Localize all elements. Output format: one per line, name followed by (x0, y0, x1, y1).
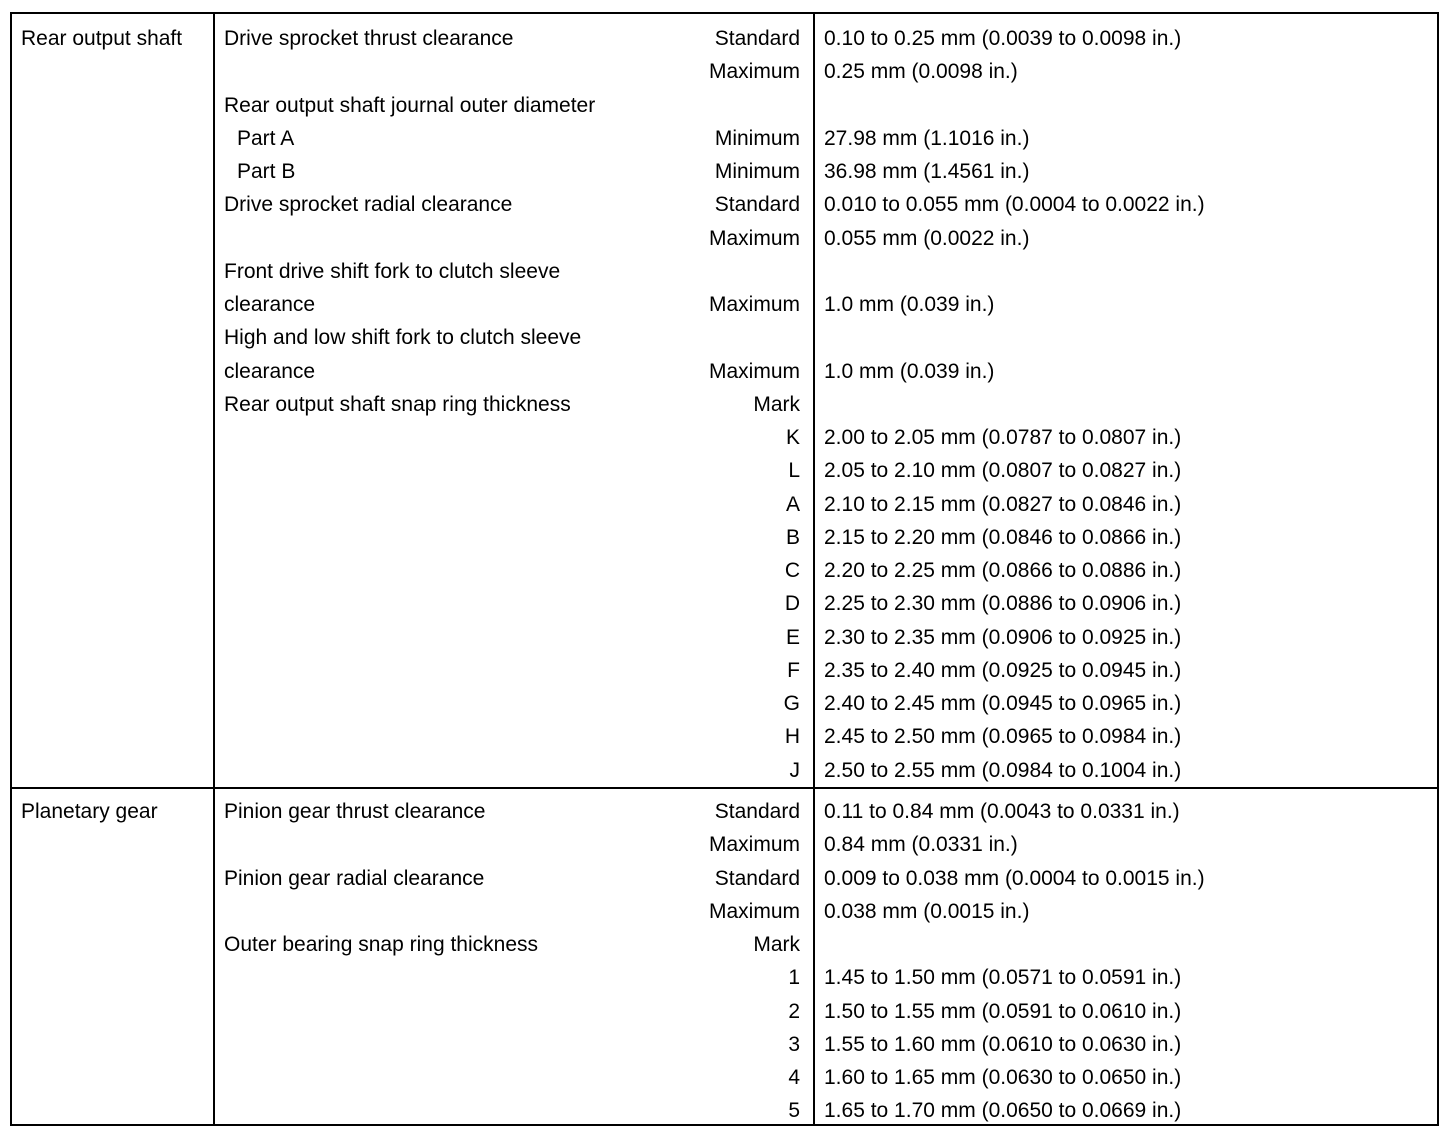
spec-row (12, 591, 1437, 624)
spec-value: 2.35 to 2.40 mm (0.0925 to 0.0945 in.) (824, 658, 1182, 682)
spec-row (12, 59, 1437, 92)
spec-value: 1.45 to 1.50 mm (0.0571 to 0.0591 in.) (824, 966, 1182, 990)
spec-item: Pinion gear thrust clearance (224, 800, 486, 823)
spec-item: Rear output shaft snap ring thickness (224, 392, 571, 416)
spec-qualifier: Standard (714, 866, 800, 890)
spec-row (12, 26, 1437, 59)
spec-row (12, 226, 1437, 259)
component-label: Planetary gear (21, 800, 158, 823)
spec-item: clearance (224, 293, 316, 316)
spec-row (12, 866, 1437, 899)
spec-qualifier: 1 (788, 966, 800, 990)
spec-row (12, 359, 1437, 392)
spec-qualifier: B (785, 525, 800, 549)
spec-item: Drive sprocket radial clearance (224, 193, 513, 217)
spec-qualifier: Minimum (714, 126, 800, 150)
spec-row (12, 658, 1437, 691)
spec-value: 1.0 mm (0.039 in.) (824, 293, 995, 316)
spec-row (12, 1065, 1437, 1098)
section-planetary-gear (12, 789, 1437, 1124)
spec-qualifier: Maximum (708, 226, 800, 250)
spec-qualifier: D (784, 592, 800, 616)
spec-value: 0.84 mm (0.0331 in.) (824, 833, 1018, 857)
spec-row (12, 292, 1437, 325)
spec-row (12, 932, 1437, 965)
spec-value: 1.0 mm (0.039 in.) (824, 359, 995, 383)
spec-qualifier: K (785, 426, 800, 449)
spec-row (12, 799, 1437, 832)
spec-qualifier: Mark (753, 392, 800, 416)
spec-value: 2.40 to 2.45 mm (0.0945 to 0.0965 in.) (824, 692, 1182, 715)
spec-qualifier: Standard (714, 27, 800, 50)
spec-qualifier: E (785, 625, 800, 649)
spec-value: 2.15 to 2.20 mm (0.0846 to 0.0866 in.) (824, 525, 1182, 549)
spec-qualifier: H (784, 725, 800, 749)
spec-value: 2.25 to 2.30 mm (0.0886 to 0.0906 in.) (824, 592, 1182, 616)
spec-row (12, 832, 1437, 865)
spec-value: 1.55 to 1.60 mm (0.0610 to 0.0630 in.) (824, 1032, 1182, 1056)
spec-item: clearance (224, 359, 316, 383)
spec-row (12, 458, 1437, 491)
spec-item: Rear output shaft journal outer diameter (224, 93, 596, 117)
spec-qualifier: 5 (788, 1099, 800, 1123)
spec-row (12, 558, 1437, 591)
spec-value: 0.010 to 0.055 mm (0.0004 to 0.0022 in.) (824, 193, 1205, 217)
spec-qualifier: Maximum (708, 293, 800, 316)
spec-row (12, 93, 1437, 126)
spec-item: Part B (237, 160, 296, 183)
spec-value: 2.05 to 2.10 mm (0.0807 to 0.0827 in.) (824, 459, 1182, 483)
spec-value: 0.009 to 0.038 mm (0.0004 to 0.0015 in.) (824, 866, 1205, 890)
spec-qualifier: F (787, 658, 800, 682)
spec-value: 2.30 to 2.35 mm (0.0906 to 0.0925 in.) (824, 625, 1182, 649)
spec-value: 0.11 to 0.84 mm (0.0043 to 0.0331 in.) (824, 800, 1180, 823)
spec-qualifier: G (783, 692, 800, 715)
spec-item: Drive sprocket thrust clearance (224, 27, 514, 50)
spec-qualifier: Standard (714, 193, 800, 217)
spec-qualifier: Maximum (708, 359, 800, 383)
spec-row (12, 691, 1437, 724)
spec-value: 27.98 mm (1.1016 in.) (824, 126, 1030, 150)
spec-row (12, 758, 1437, 791)
spec-qualifier: 4 (788, 1066, 800, 1089)
spec-row (12, 1032, 1437, 1065)
spec-item: Part A (237, 126, 295, 150)
spec-row (12, 625, 1437, 658)
spec-row (12, 1098, 1437, 1131)
spec-qualifier: Mark (753, 933, 800, 956)
spec-value: 0.10 to 0.25 mm (0.0039 to 0.0098 in.) (824, 27, 1182, 50)
spec-value: 1.50 to 1.55 mm (0.0591 to 0.0610 in.) (824, 999, 1182, 1023)
spec-qualifier: J (789, 758, 800, 782)
spec-value: 1.65 to 1.70 mm (0.0650 to 0.0669 in.) (824, 1099, 1182, 1123)
spec-qualifier: C (784, 559, 800, 582)
spec-value: 2.45 to 2.50 mm (0.0965 to 0.0984 in.) (824, 725, 1182, 749)
spec-row (12, 192, 1437, 225)
spec-row (12, 325, 1437, 358)
spec-row (12, 492, 1437, 525)
spec-row (12, 724, 1437, 757)
spec-row (12, 899, 1437, 932)
component-label: Rear output shaft (21, 27, 183, 50)
spec-row (12, 525, 1437, 558)
spec-qualifier: Maximum (708, 60, 800, 84)
spec-row (12, 259, 1437, 292)
section-rear-output-shaft (12, 14, 1437, 789)
spec-qualifier: Maximum (708, 899, 800, 923)
spec-value: 2.00 to 2.05 mm (0.0787 to 0.0807 in.) (824, 426, 1182, 449)
spec-row (12, 425, 1437, 458)
spec-qualifier: Standard (714, 800, 800, 823)
spec-row (12, 999, 1437, 1032)
spec-value: 1.60 to 1.65 mm (0.0630 to 0.0650 in.) (824, 1066, 1182, 1089)
spec-item: High and low shift fork to clutch sleeve (224, 326, 582, 350)
spec-value: 0.25 mm (0.0098 in.) (824, 60, 1018, 84)
spec-item: Pinion gear radial clearance (224, 866, 485, 890)
spec-qualifier: L (788, 459, 800, 483)
spec-table (10, 12, 1439, 1126)
spec-value: 0.055 mm (0.0022 in.) (824, 226, 1030, 250)
spec-qualifier: Minimum (714, 160, 800, 183)
spec-qualifier: 3 (788, 1032, 800, 1056)
spec-value: 36.98 mm (1.4561 in.) (824, 160, 1030, 183)
spec-row (12, 392, 1437, 425)
spec-value: 2.10 to 2.15 mm (0.0827 to 0.0846 in.) (824, 492, 1182, 516)
spec-item: Outer bearing snap ring thickness (224, 933, 539, 956)
spec-qualifier: A (785, 492, 800, 516)
spec-qualifier: 2 (788, 999, 800, 1023)
spec-value: 2.20 to 2.25 mm (0.0866 to 0.0886 in.) (824, 559, 1182, 582)
spec-row (12, 965, 1437, 998)
spec-row (12, 159, 1437, 192)
spec-row (12, 126, 1437, 159)
spec-value: 0.038 mm (0.0015 in.) (824, 899, 1030, 923)
spec-qualifier: Maximum (708, 833, 800, 857)
spec-value: 2.50 to 2.55 mm (0.0984 to 0.1004 in.) (824, 758, 1182, 782)
spec-item: Front drive shift fork to clutch sleeve (224, 259, 561, 283)
